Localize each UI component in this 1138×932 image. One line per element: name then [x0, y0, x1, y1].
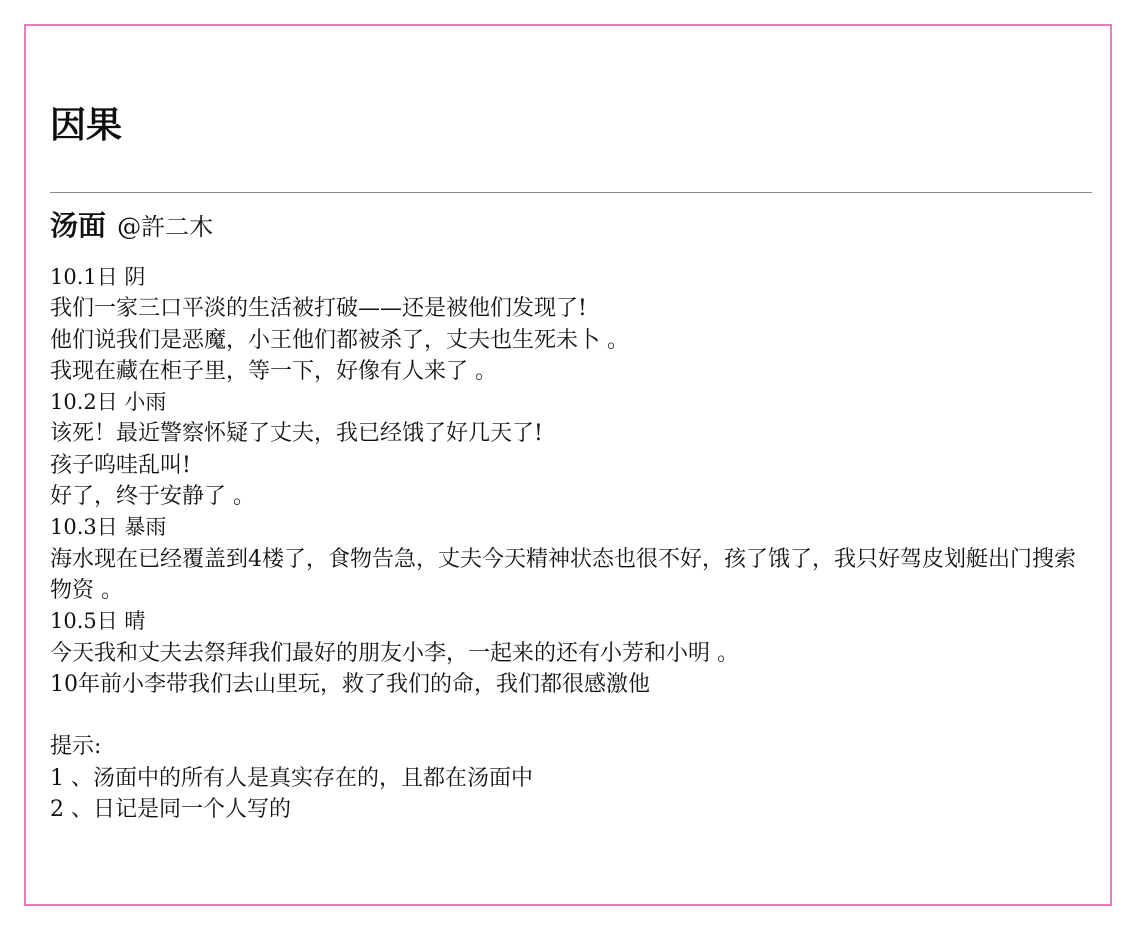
hint-item: 1 、汤面中的所有人是真实存在的，且都在汤面中 — [50, 765, 533, 791]
subtitle — [50, 206, 213, 250]
diary-date: 10.1日 阴 — [50, 265, 146, 289]
hints-title: 提示: — [50, 734, 102, 760]
diary-line: 海水现在已经覆盖到4楼了，食物告急，丈夫今天精神状态也很不好，孩了饿了，我只好驾皮划艇出门搜索物资 。 — [50, 546, 1077, 603]
diary-date: 10.2日 小雨 — [50, 390, 167, 415]
diary-line: 我现在藏在柜子里，等一下，好像有人来了 。 — [50, 358, 497, 384]
hint-item: 2 、日记是同一个人写的 — [50, 797, 291, 823]
diary-content — [50, 262, 1094, 825]
diary-line: 我们一家三口平淡的生活被打破——还是被他们发现了! — [50, 296, 587, 322]
puzzle-card — [24, 24, 1112, 906]
diary-line: 今天我和丈夫去祭拜我们最好的朋友小李，一起来的还有小芳和小明 。 — [50, 640, 739, 666]
title-divider — [50, 192, 1092, 193]
diary-date: 10.3日 暴雨 — [50, 515, 167, 540]
diary-line: 该死！最近警察怀疑了丈夫，我已经饿了好几天了! — [50, 421, 543, 447]
blank-line — [50, 700, 1094, 731]
page-title: 因果 — [50, 105, 123, 146]
subtitle-author: @許二木 — [117, 213, 214, 241]
diary-line: 孩子呜哇乱叫! — [50, 452, 191, 478]
diary-date: 10.5日 晴 — [50, 609, 146, 634]
diary-line: 好了，终于安静了 。 — [50, 484, 255, 510]
diary-line: 10年前小李带我们去山里玩，救了我们的命，我们都很感激他 — [50, 671, 650, 697]
diary-line: 他们说我们是恶魔，小王他们都被杀了，丈夫也生死未卜 。 — [50, 327, 629, 353]
subtitle-main: 汤面 — [50, 209, 107, 242]
